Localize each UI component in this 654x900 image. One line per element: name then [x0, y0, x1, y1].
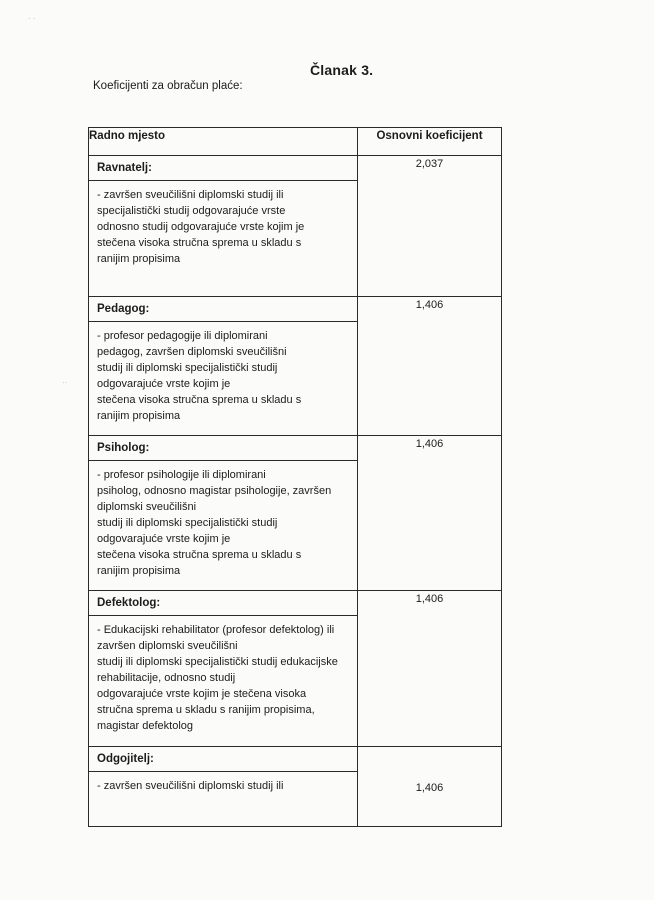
column-header-coefficient: Osnovni koeficijent	[358, 128, 502, 156]
role-title: Defektolog:	[89, 591, 358, 616]
coefficient-value: 1,406	[358, 297, 502, 436]
table-row	[89, 297, 502, 436]
role-title: Pedagog:	[89, 297, 358, 322]
scan-speck: · ·	[28, 14, 36, 23]
coefficient-value: 1,406	[358, 591, 502, 747]
scan-speck: ··	[62, 378, 68, 387]
job-cell	[89, 156, 358, 297]
table-row	[89, 747, 502, 827]
role-title: Ravnatelj:	[89, 156, 358, 181]
article-heading: Članak 3.	[310, 62, 374, 78]
intro-text: Koeficijenti za obračun plaće:	[93, 80, 243, 92]
coefficient-value: 1,406	[358, 436, 502, 591]
job-cell	[89, 436, 358, 591]
table-header-row	[89, 128, 502, 156]
role-description: - profesor psihologije ili diplomirani psiholog, odnosno magistar psihologije, završen diplomski sveučilišni studij ili diplomski specijalistički studij odgovarajuće vrste kojim je stečena visoka stručna sprema u skladu s ranijim propisima	[97, 469, 332, 577]
job-cell	[89, 591, 358, 747]
job-cell	[89, 297, 358, 436]
column-header-job: Radno mjesto	[89, 128, 358, 156]
role-title: Psiholog:	[89, 436, 358, 461]
role-description: - završen sveučilišni diplomski studij ili	[97, 780, 284, 792]
role-description: - završen sveučilišni diplomski studij ili specijalistički studij odgovarajuće vrste odnosno studij odgovarajuće vrste kojim je stečena visoka stručna sprema u skladu s ranijim propisima	[97, 189, 305, 265]
role-title: Odgojitelj:	[89, 747, 358, 772]
role-description: - Edukacijski rehabilitator (profesor defektolog) ili završen diplomski sveučilišni studij ili diplomski specijalistički studij edukacijske rehabilitacije, odnosno studij odgovarajuće vrste kojim je stečena visoka stručna sprema u skladu s ranijim propisima, magistar defektolog	[97, 624, 338, 732]
table-row	[89, 156, 502, 297]
coefficient-value: 2,037	[358, 156, 502, 297]
table-row	[89, 591, 502, 747]
role-description: - profesor pedagogije ili diplomirani pedagog, završen diplomski sveučilišni studij ili diplomski specijalistički studij odgovarajuće vrste kojim je stečena visoka stručna sprema u skladu s ranijim propisima	[97, 330, 302, 422]
job-cell	[89, 747, 358, 827]
table-row	[89, 436, 502, 591]
coefficient-value: 1,406	[358, 747, 502, 827]
coefficient-table	[88, 127, 502, 827]
